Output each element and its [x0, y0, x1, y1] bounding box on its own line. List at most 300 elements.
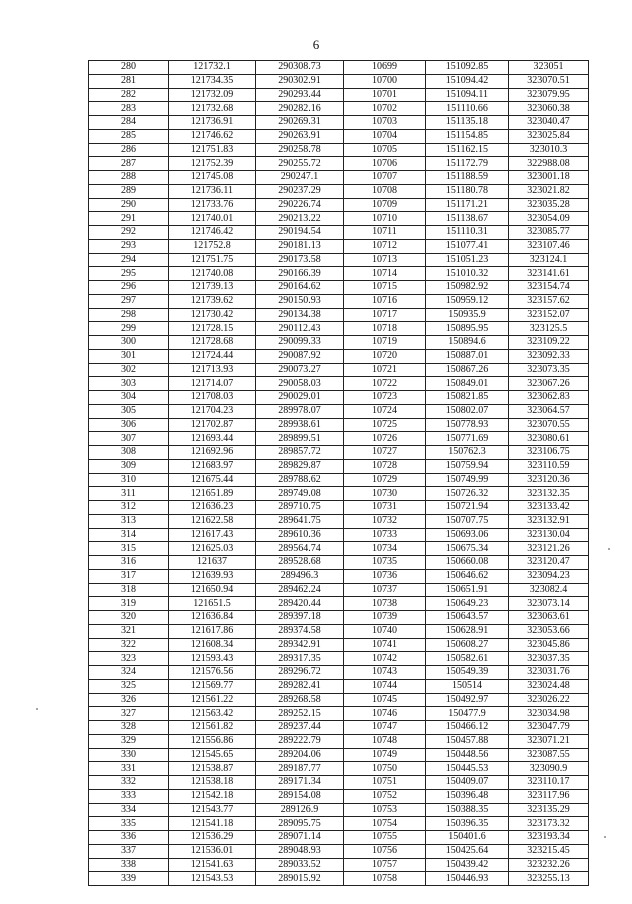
point-number-right-cell: 10734: [344, 542, 426, 556]
point-number-right-cell: 10708: [344, 184, 426, 198]
point-number-left-cell: 337: [89, 844, 169, 858]
x-right-cell: 150759.94: [426, 459, 509, 473]
y-right-cell: 323110.17: [509, 776, 589, 790]
x-left-cell: 121576.56: [169, 666, 256, 680]
y-left-cell: 289187.77: [256, 762, 344, 776]
y-left-cell: 289015.92: [256, 872, 344, 886]
table-row: [89, 143, 589, 157]
point-number-left-cell: 299: [89, 322, 169, 336]
y-left-cell: 290213.22: [256, 212, 344, 226]
y-left-cell: 289071.14: [256, 831, 344, 845]
point-number-left-cell: 284: [89, 116, 169, 130]
table-row: [89, 501, 589, 515]
y-right-cell: 323152.07: [509, 308, 589, 322]
table-row: [89, 748, 589, 762]
y-right-cell: 323073.35: [509, 363, 589, 377]
point-number-left-cell: 303: [89, 377, 169, 391]
x-right-cell: 150388.35: [426, 803, 509, 817]
table-row: [89, 129, 589, 143]
x-right-cell: 150887.01: [426, 349, 509, 363]
table-row: [89, 418, 589, 432]
table-row: [89, 157, 589, 171]
point-number-right-cell: 10729: [344, 473, 426, 487]
x-left-cell: 121650.94: [169, 583, 256, 597]
y-right-cell: 323060.38: [509, 102, 589, 116]
table-row: [89, 212, 589, 226]
table-row: [89, 542, 589, 556]
x-right-cell: 150477.9: [426, 707, 509, 721]
x-right-cell: 151138.67: [426, 212, 509, 226]
x-left-cell: 121617.86: [169, 624, 256, 638]
x-right-cell: 151110.31: [426, 226, 509, 240]
table-row: [89, 666, 589, 680]
y-left-cell: 290237.29: [256, 184, 344, 198]
point-number-left-cell: 329: [89, 734, 169, 748]
table-row: [89, 198, 589, 212]
point-number-left-cell: 309: [89, 459, 169, 473]
point-number-right-cell: 10712: [344, 239, 426, 253]
x-right-cell: 150749.99: [426, 473, 509, 487]
x-left-cell: 121746.62: [169, 129, 256, 143]
point-number-left-cell: 330: [89, 748, 169, 762]
y-right-cell: 323051: [509, 61, 589, 75]
y-right-cell: 323120.47: [509, 556, 589, 570]
point-number-right-cell: 10733: [344, 528, 426, 542]
point-number-left-cell: 317: [89, 569, 169, 583]
point-number-left-cell: 310: [89, 473, 169, 487]
scan-speck: [608, 548, 610, 550]
point-number-left-cell: 306: [89, 418, 169, 432]
point-number-left-cell: 291: [89, 212, 169, 226]
y-left-cell: 290073.27: [256, 363, 344, 377]
y-right-cell: 323064.57: [509, 404, 589, 418]
y-left-cell: 290194.54: [256, 226, 344, 240]
y-left-cell: 290308.73: [256, 61, 344, 75]
x-left-cell: 121739.13: [169, 281, 256, 295]
x-left-cell: 121708.03: [169, 391, 256, 405]
y-right-cell: 323040.47: [509, 116, 589, 130]
y-right-cell: 323053.66: [509, 624, 589, 638]
point-number-right-cell: 10722: [344, 377, 426, 391]
point-number-right-cell: 10724: [344, 404, 426, 418]
point-number-right-cell: 10745: [344, 693, 426, 707]
x-left-cell: 121702.87: [169, 418, 256, 432]
point-number-right-cell: 10738: [344, 597, 426, 611]
table-row: [89, 638, 589, 652]
y-right-cell: 323232.26: [509, 858, 589, 872]
table-row: [89, 239, 589, 253]
point-number-right-cell: 10757: [344, 858, 426, 872]
y-right-cell: 323090.9: [509, 762, 589, 776]
point-number-right-cell: 10730: [344, 487, 426, 501]
x-right-cell: 150778.93: [426, 418, 509, 432]
x-left-cell: 121608.34: [169, 638, 256, 652]
point-number-left-cell: 336: [89, 831, 169, 845]
coordinates-table: [88, 60, 589, 886]
x-right-cell: 150693.06: [426, 528, 509, 542]
y-right-cell: 323035.28: [509, 198, 589, 212]
point-number-left-cell: 283: [89, 102, 169, 116]
x-right-cell: 151154.85: [426, 129, 509, 143]
x-left-cell: 121732.68: [169, 102, 256, 116]
y-left-cell: 290293.44: [256, 88, 344, 102]
x-right-cell: 151094.11: [426, 88, 509, 102]
y-right-cell: 323141.61: [509, 267, 589, 281]
point-number-left-cell: 304: [89, 391, 169, 405]
point-number-right-cell: 10737: [344, 583, 426, 597]
x-right-cell: 150762.3: [426, 446, 509, 460]
point-number-right-cell: 10704: [344, 129, 426, 143]
table-row: [89, 88, 589, 102]
y-right-cell: 323120.36: [509, 473, 589, 487]
point-number-left-cell: 334: [89, 803, 169, 817]
y-left-cell: 289126.9: [256, 803, 344, 817]
x-right-cell: 150409.07: [426, 776, 509, 790]
x-left-cell: 121561.22: [169, 693, 256, 707]
table-row: [89, 611, 589, 625]
table-row: [89, 404, 589, 418]
x-right-cell: 150439.42: [426, 858, 509, 872]
y-left-cell: 290134.38: [256, 308, 344, 322]
point-number-right-cell: 10735: [344, 556, 426, 570]
y-left-cell: 289374.58: [256, 624, 344, 638]
y-right-cell: 323107.46: [509, 239, 589, 253]
y-right-cell: 323071.21: [509, 734, 589, 748]
point-number-right-cell: 10732: [344, 514, 426, 528]
x-left-cell: 121651.5: [169, 597, 256, 611]
x-left-cell: 121704.23: [169, 404, 256, 418]
x-right-cell: 151051.23: [426, 253, 509, 267]
x-right-cell: 150643.57: [426, 611, 509, 625]
point-number-right-cell: 10703: [344, 116, 426, 130]
x-left-cell: 121625.03: [169, 542, 256, 556]
x-right-cell: 150608.27: [426, 638, 509, 652]
x-left-cell: 121561.82: [169, 721, 256, 735]
x-right-cell: 150721.94: [426, 501, 509, 515]
point-number-right-cell: 10710: [344, 212, 426, 226]
y-right-cell: 323133.42: [509, 501, 589, 515]
point-number-left-cell: 289: [89, 184, 169, 198]
x-right-cell: 151092.85: [426, 61, 509, 75]
x-left-cell: 121745.08: [169, 171, 256, 185]
x-left-cell: 121728.68: [169, 336, 256, 350]
point-number-left-cell: 286: [89, 143, 169, 157]
x-left-cell: 121541.18: [169, 817, 256, 831]
y-left-cell: 290269.31: [256, 116, 344, 130]
x-left-cell: 121752.8: [169, 239, 256, 253]
point-number-right-cell: 10702: [344, 102, 426, 116]
point-number-left-cell: 324: [89, 666, 169, 680]
x-left-cell: 121675.44: [169, 473, 256, 487]
point-number-left-cell: 319: [89, 597, 169, 611]
table-row: [89, 308, 589, 322]
point-number-left-cell: 332: [89, 776, 169, 790]
y-right-cell: 322988.08: [509, 157, 589, 171]
x-right-cell: 150446.93: [426, 872, 509, 886]
y-right-cell: 323070.55: [509, 418, 589, 432]
point-number-right-cell: 10713: [344, 253, 426, 267]
x-right-cell: 150582.61: [426, 652, 509, 666]
table-row: [89, 583, 589, 597]
y-left-cell: 290087.92: [256, 349, 344, 363]
x-right-cell: 150396.35: [426, 817, 509, 831]
point-number-right-cell: 10719: [344, 336, 426, 350]
x-left-cell: 121545.65: [169, 748, 256, 762]
y-left-cell: 290226.74: [256, 198, 344, 212]
point-number-right-cell: 10742: [344, 652, 426, 666]
x-left-cell: 121543.53: [169, 872, 256, 886]
table-row: [89, 789, 589, 803]
x-right-cell: 150821.85: [426, 391, 509, 405]
x-right-cell: 150771.69: [426, 432, 509, 446]
x-left-cell: 121556.86: [169, 734, 256, 748]
x-right-cell: 150466.12: [426, 721, 509, 735]
y-left-cell: 290058.03: [256, 377, 344, 391]
y-left-cell: 289749.08: [256, 487, 344, 501]
point-number-right-cell: 10721: [344, 363, 426, 377]
point-number-right-cell: 10728: [344, 459, 426, 473]
x-right-cell: 151077.41: [426, 239, 509, 253]
scan-speck: [36, 708, 38, 710]
y-left-cell: 290166.39: [256, 267, 344, 281]
point-number-left-cell: 318: [89, 583, 169, 597]
x-right-cell: 150646.62: [426, 569, 509, 583]
point-number-right-cell: 10709: [344, 198, 426, 212]
x-left-cell: 121651.89: [169, 487, 256, 501]
point-number-right-cell: 10752: [344, 789, 426, 803]
x-left-cell: 121538.87: [169, 762, 256, 776]
point-number-left-cell: 300: [89, 336, 169, 350]
y-right-cell: 323255.13: [509, 872, 589, 886]
x-right-cell: 150492.97: [426, 693, 509, 707]
point-number-right-cell: 10754: [344, 817, 426, 831]
x-right-cell: 150935.9: [426, 308, 509, 322]
x-left-cell: 121536.01: [169, 844, 256, 858]
y-right-cell: 323026.22: [509, 693, 589, 707]
point-number-left-cell: 316: [89, 556, 169, 570]
point-number-right-cell: 10700: [344, 74, 426, 88]
x-left-cell: 121617.43: [169, 528, 256, 542]
y-left-cell: 289420.44: [256, 597, 344, 611]
y-left-cell: 289496.3: [256, 569, 344, 583]
x-left-cell: 121639.93: [169, 569, 256, 583]
point-number-right-cell: 10739: [344, 611, 426, 625]
y-right-cell: 323109.22: [509, 336, 589, 350]
table-row: [89, 556, 589, 570]
y-left-cell: 290282.16: [256, 102, 344, 116]
point-number-left-cell: 298: [89, 308, 169, 322]
x-left-cell: 121732.1: [169, 61, 256, 75]
x-right-cell: 150425.64: [426, 844, 509, 858]
y-right-cell: 323034.98: [509, 707, 589, 721]
x-right-cell: 151010.32: [426, 267, 509, 281]
point-number-right-cell: 10758: [344, 872, 426, 886]
point-number-right-cell: 10751: [344, 776, 426, 790]
y-right-cell: 323094.23: [509, 569, 589, 583]
x-right-cell: 150894.6: [426, 336, 509, 350]
y-left-cell: 290112.43: [256, 322, 344, 336]
y-right-cell: 323132.91: [509, 514, 589, 528]
y-right-cell: 323154.74: [509, 281, 589, 295]
x-left-cell: 121713.93: [169, 363, 256, 377]
table-row: [89, 721, 589, 735]
point-number-right-cell: 10715: [344, 281, 426, 295]
table-row: [89, 707, 589, 721]
table-row: [89, 446, 589, 460]
table-row: [89, 679, 589, 693]
x-right-cell: 151110.66: [426, 102, 509, 116]
point-number-left-cell: 338: [89, 858, 169, 872]
y-left-cell: 289317.35: [256, 652, 344, 666]
x-left-cell: 121563.42: [169, 707, 256, 721]
y-left-cell: 289095.75: [256, 817, 344, 831]
point-number-left-cell: 328: [89, 721, 169, 735]
table-row: [89, 226, 589, 240]
table-row: [89, 528, 589, 542]
table-row: [89, 597, 589, 611]
y-right-cell: 323067.26: [509, 377, 589, 391]
table-row: [89, 734, 589, 748]
table-row: [89, 473, 589, 487]
point-number-right-cell: 10749: [344, 748, 426, 762]
y-right-cell: 323031.76: [509, 666, 589, 680]
x-left-cell: 121541.63: [169, 858, 256, 872]
y-right-cell: 323124.1: [509, 253, 589, 267]
point-number-left-cell: 305: [89, 404, 169, 418]
y-left-cell: 289641.75: [256, 514, 344, 528]
y-right-cell: 323157.62: [509, 294, 589, 308]
point-number-right-cell: 10756: [344, 844, 426, 858]
table-row: [89, 74, 589, 88]
x-right-cell: 151180.78: [426, 184, 509, 198]
x-left-cell: 121739.62: [169, 294, 256, 308]
x-right-cell: 150707.75: [426, 514, 509, 528]
y-left-cell: 289978.07: [256, 404, 344, 418]
table-row: [89, 267, 589, 281]
y-left-cell: 290258.78: [256, 143, 344, 157]
x-right-cell: 150895.95: [426, 322, 509, 336]
point-number-left-cell: 295: [89, 267, 169, 281]
y-left-cell: 289564.74: [256, 542, 344, 556]
table-body: [89, 61, 589, 886]
y-right-cell: 323193.34: [509, 831, 589, 845]
page-number: 6: [312, 37, 320, 52]
point-number-left-cell: 296: [89, 281, 169, 295]
y-right-cell: 323117.96: [509, 789, 589, 803]
table-row: [89, 693, 589, 707]
x-right-cell: 151135.18: [426, 116, 509, 130]
y-left-cell: 289282.41: [256, 679, 344, 693]
y-right-cell: 323085.77: [509, 226, 589, 240]
point-number-left-cell: 301: [89, 349, 169, 363]
point-number-left-cell: 313: [89, 514, 169, 528]
point-number-right-cell: 10740: [344, 624, 426, 638]
y-left-cell: 289171.34: [256, 776, 344, 790]
x-left-cell: 121637: [169, 556, 256, 570]
table-row: [89, 322, 589, 336]
table-row: [89, 776, 589, 790]
x-left-cell: 121724.44: [169, 349, 256, 363]
x-right-cell: 150867.26: [426, 363, 509, 377]
point-number-right-cell: 10707: [344, 171, 426, 185]
x-right-cell: 150651.91: [426, 583, 509, 597]
x-left-cell: 121543.77: [169, 803, 256, 817]
x-left-cell: 121736.11: [169, 184, 256, 198]
point-number-left-cell: 290: [89, 198, 169, 212]
x-right-cell: 150448.56: [426, 748, 509, 762]
x-right-cell: 150457.88: [426, 734, 509, 748]
point-number-right-cell: 10741: [344, 638, 426, 652]
y-left-cell: 289857.72: [256, 446, 344, 460]
y-right-cell: 323037.35: [509, 652, 589, 666]
point-number-left-cell: 287: [89, 157, 169, 171]
y-right-cell: 323045.86: [509, 638, 589, 652]
table-row: [89, 569, 589, 583]
point-number-right-cell: 10731: [344, 501, 426, 515]
point-number-right-cell: 10725: [344, 418, 426, 432]
point-number-left-cell: 327: [89, 707, 169, 721]
x-right-cell: 150549.39: [426, 666, 509, 680]
x-right-cell: 150849.01: [426, 377, 509, 391]
point-number-right-cell: 10743: [344, 666, 426, 680]
y-right-cell: 323010.3: [509, 143, 589, 157]
point-number-left-cell: 312: [89, 501, 169, 515]
point-number-right-cell: 10714: [344, 267, 426, 281]
point-number-left-cell: 288: [89, 171, 169, 185]
y-right-cell: 323070.51: [509, 74, 589, 88]
y-right-cell: 323082.4: [509, 583, 589, 597]
scan-speck: [604, 836, 606, 838]
x-left-cell: 121752.39: [169, 157, 256, 171]
y-left-cell: 290164.62: [256, 281, 344, 295]
y-left-cell: 289462.24: [256, 583, 344, 597]
y-right-cell: 323079.95: [509, 88, 589, 102]
x-left-cell: 121730.42: [169, 308, 256, 322]
table-row: [89, 184, 589, 198]
x-right-cell: 151094.42: [426, 74, 509, 88]
x-right-cell: 151188.59: [426, 171, 509, 185]
point-number-right-cell: 10746: [344, 707, 426, 721]
point-number-left-cell: 321: [89, 624, 169, 638]
x-left-cell: 121693.44: [169, 432, 256, 446]
table-row: [89, 803, 589, 817]
point-number-right-cell: 10736: [344, 569, 426, 583]
x-left-cell: 121636.84: [169, 611, 256, 625]
table-row: [89, 349, 589, 363]
y-right-cell: 323024.48: [509, 679, 589, 693]
x-right-cell: 151171.21: [426, 198, 509, 212]
x-left-cell: 121542.18: [169, 789, 256, 803]
x-right-cell: 150445.53: [426, 762, 509, 776]
point-number-left-cell: 322: [89, 638, 169, 652]
x-left-cell: 121732.09: [169, 88, 256, 102]
y-left-cell: 290029.01: [256, 391, 344, 405]
table-row: [89, 253, 589, 267]
table-row: [89, 281, 589, 295]
table-row: [89, 844, 589, 858]
y-right-cell: 323080.61: [509, 432, 589, 446]
y-left-cell: 289154.08: [256, 789, 344, 803]
point-number-left-cell: 297: [89, 294, 169, 308]
x-right-cell: 150628.91: [426, 624, 509, 638]
point-number-right-cell: 10717: [344, 308, 426, 322]
point-number-right-cell: 10750: [344, 762, 426, 776]
table-row: [89, 171, 589, 185]
point-number-left-cell: 333: [89, 789, 169, 803]
table-row: [89, 624, 589, 638]
y-right-cell: 323025.84: [509, 129, 589, 143]
point-number-right-cell: 10727: [344, 446, 426, 460]
